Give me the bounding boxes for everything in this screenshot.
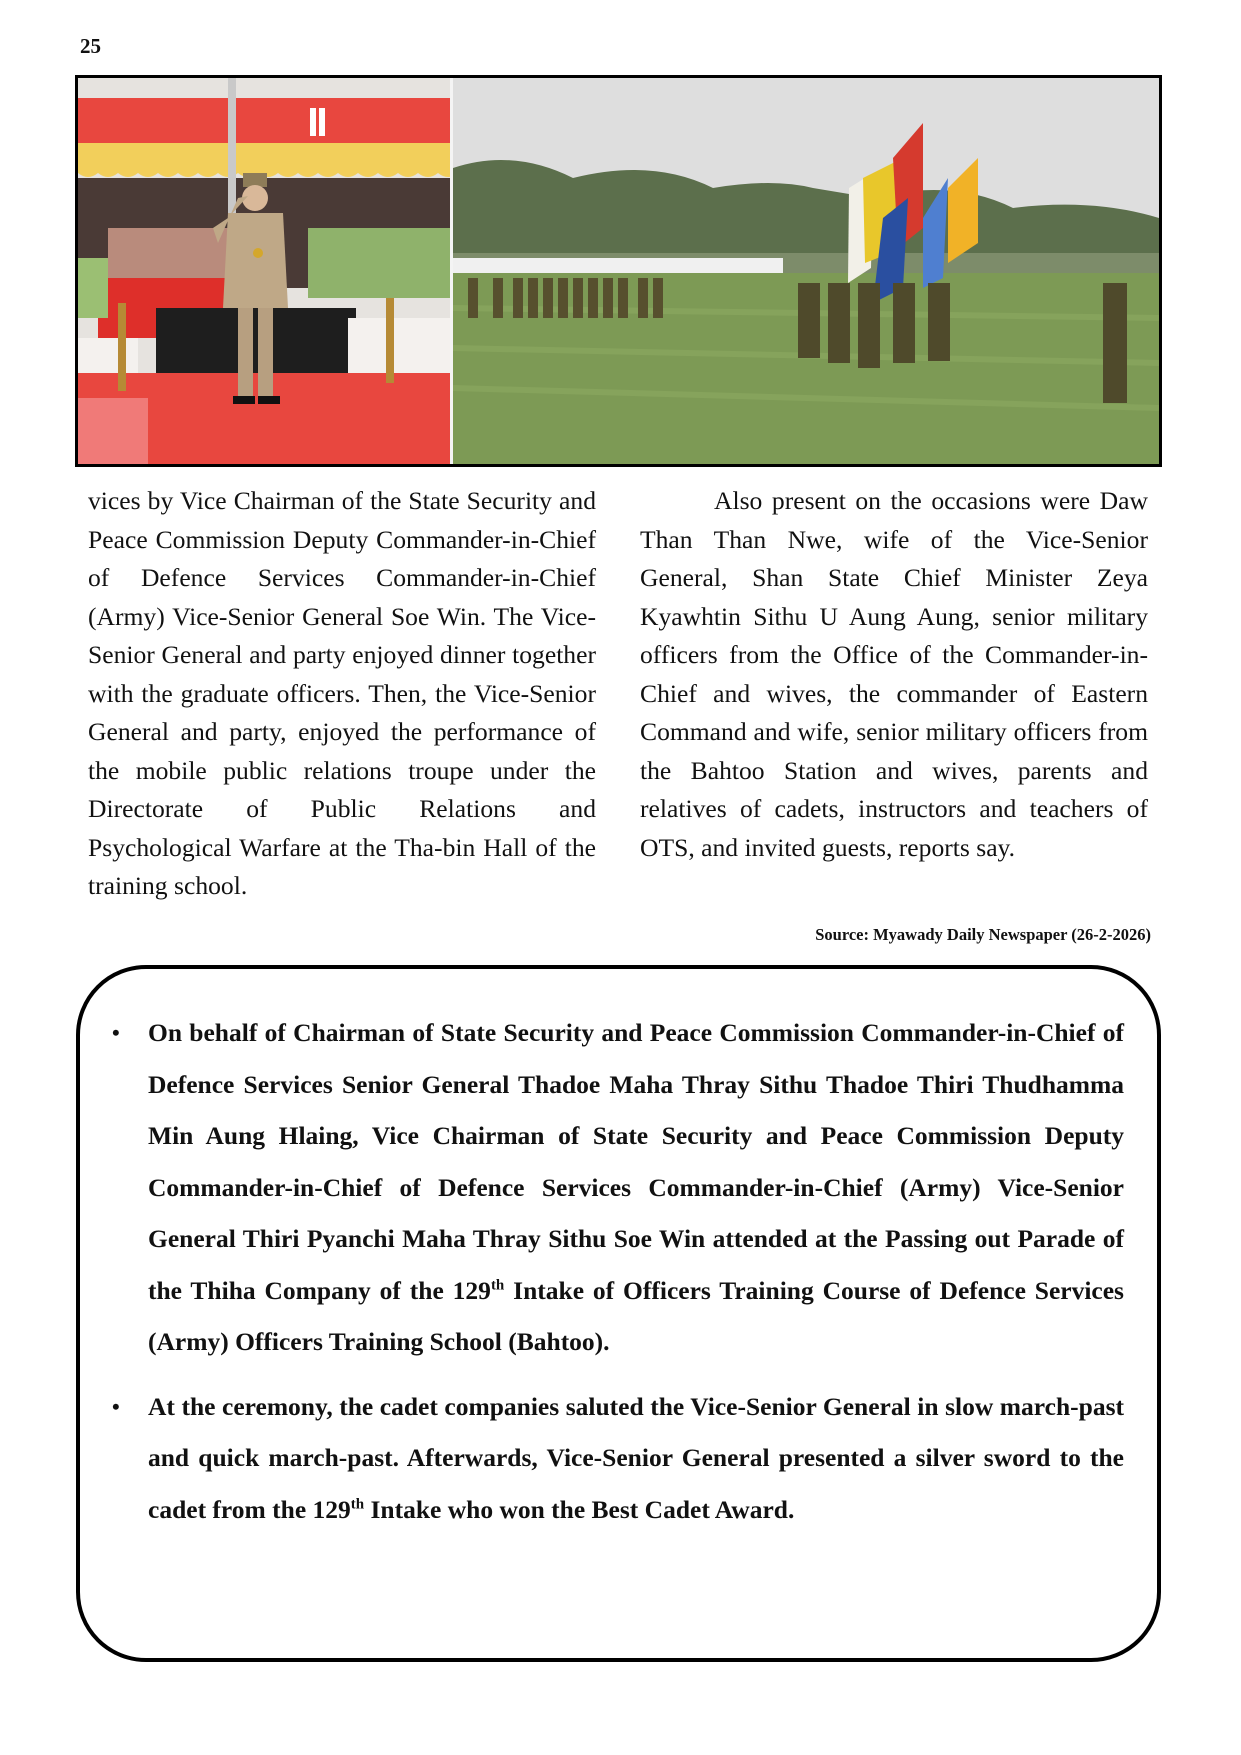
cadets-marching-image	[453, 78, 1159, 464]
ordinal-suffix: th	[350, 1496, 365, 1512]
article-paragraph: Also present on the occasions were Daw Than Than Nwe, wife of the Vice-Senior General, Shan State Chief Minister Zeya Kyawhtin Sithu U Aung Aung, senior military officers from the Office of the Commander-in-Chief and wives, the commander of Eastern Command and wife, senior military officers from the Bahtoo Station and wives, parents and relatives of cadets, instructors and teachers of OTS, and invited guests, reports say.	[640, 486, 1148, 862]
summary-text: Intake of Officers Training Course of Defence Services (Army) Officers Training School (Bahtoo).	[148, 1275, 1124, 1356]
photo-general-saluting	[78, 78, 453, 464]
summary-text: On behalf of Chairman of State Security and Peace Commission Commander-in-Chief of Defence Services Senior General Thadoe Maha Thray Sithu Thadoe Thiri Thudhamma Min Aung Hlaing, Vice Chairman of State Security and Peace Commission Deputy Commander-in-Chief of Defence Services Commander-in-Chief (Army) Vice-Senior General Thiri Pyanchi Maha Thray Sithu Soe Win attended at the Passing out Parade of the Thiha Company of the 129	[148, 1018, 1124, 1305]
ordinal-suffix: th	[490, 1277, 505, 1293]
article-paragraph: vices by Vice Chairman of the State Security and Peace Commission Deputy Commander-in-Chief of Defence Services Commander-in-Chief (Army) Vice-Senior General Soe Win. The Vice-Senior General and party enjoyed dinner together with the graduate officers. Then, the Vice-Senior General and party, enjoyed the performance of the mobile public relations troupe under the Directorate of Public Relations and Psychological Warfare at the Tha-bin Hall of the training school.	[88, 486, 596, 900]
photo-cadets-marching	[453, 78, 1159, 464]
article-left-column	[88, 482, 596, 906]
article-columns	[88, 482, 1148, 906]
summary-bullet	[148, 1381, 1124, 1536]
photo-frame	[75, 75, 1162, 467]
summary-text: At the ceremony, the cadet companies saluted the Vice-Senior General in slow march-past and quick march-past. Afterwards, Vice-Senior General presented a silver sword to the cadet from the 129	[148, 1391, 1124, 1524]
page-number: 25	[80, 34, 101, 58]
source-citation: Source: Myawady Daily Newspaper (26-2-2026)	[815, 925, 1151, 944]
general-saluting-image	[78, 78, 450, 464]
article-right-column	[640, 482, 1148, 906]
summary-list	[148, 1007, 1124, 1548]
summary-bullet	[148, 1007, 1124, 1368]
summary-text: Intake who won the Best Cadet Award.	[364, 1494, 795, 1524]
